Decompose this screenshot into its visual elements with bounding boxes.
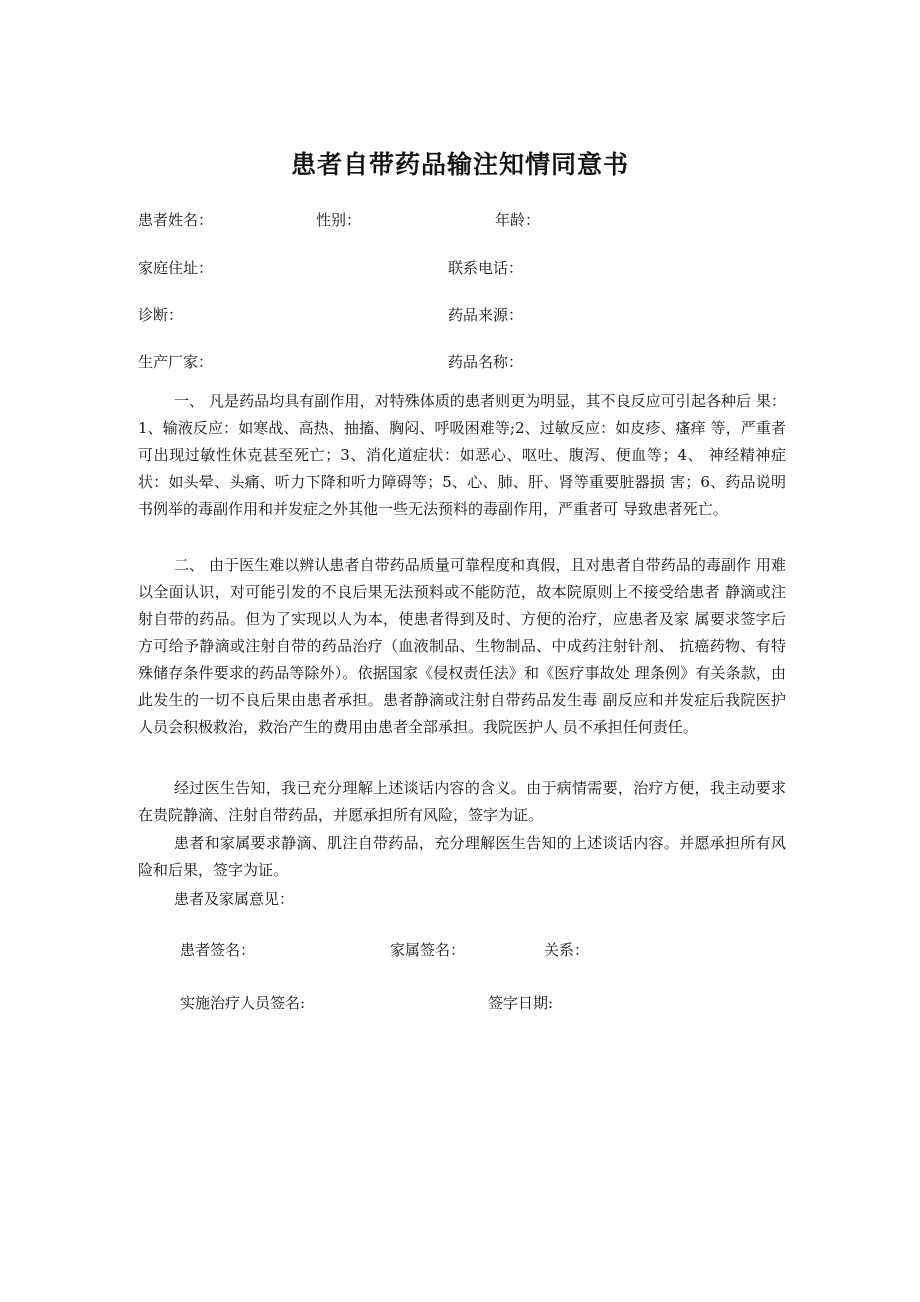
family-signature-label: 家属签名： <box>390 941 466 959</box>
patient-signature-label: 患者签名： <box>180 941 256 959</box>
address-label: 家庭住址： <box>138 259 214 277</box>
drug-source-label: 药品来源： <box>448 306 524 324</box>
sign-date-label: 签字日期: <box>488 994 554 1012</box>
relation-label: 关系： <box>544 941 590 959</box>
staff-signature-label: 实施治疗人员签名: <box>180 994 306 1012</box>
manufacturer-label: 生产厂家： <box>138 353 214 371</box>
age-label: 年龄： <box>495 211 541 229</box>
patient-name-label: 患者姓名： <box>138 211 214 229</box>
clause-two-paragraph: 二、 由于医生难以辨认患者自带药品质量可靠程度和真假，且对患者自带药品的毒副作 用难以全面认识，对可能引发的不良后果无法预料或不能防范，故本院原则上不接受给患者 静滴或注射自带的药品。但为了实现以人为本，使患者得到及时、方便的治疗，应患者及家 属要求签字后方可给予静滴或注射自带的药品治疗（血液制品、生物制品、中成药注射针剂、 抗癌药物、有特殊储存条件要求的药品等除外）。依据国家《侵权责任法》和《医疗事故处 理条例》有关条款，由此发生的一切不良后果由患者承担。患者静滴或注射自带药品发生毒 副反应和并发症后我院医护人员会积极救治，救治产生的费用由患者全部承担。我院医护人 员不承担任何责任。 <box>138 556 786 736</box>
family-request-paragraph: 患者和家属要求静滴、肌注自带药品，充分理解医生告知的上述谈话内容。并愿承担所有风险和后果，签字为证。 <box>138 834 786 879</box>
gender-label: 性别： <box>316 211 362 229</box>
clause-one-paragraph: 一、 凡是药品均具有副作用，对特殊体质的患者则更为明显，其不良反应可引起各种后 果：1、输液反应：如寒战、高热、抽搐、胸闷、呼吸困难等;2、过敏反应：如皮疹、瘙痒 等，严重者可出现过敏性休克甚至死亡；3、消化道症状：如恶心、呕吐、腹泻、便血等；4、 神经精神症状：如头晕、头痛、听力下降和听力障碍等；5、心、肺、肝、肾等重要脏器损 害；6、药品说明书例举的毒副作用和并发症之外其他一些无法预料的毒副作用，严重者可 导致患者死亡。 <box>138 392 786 518</box>
acknowledgement-paragraph: 经过医生告知，我已充分理解上述谈话内容的含义。由于病情需要，治疗方便，我主动要求在贵院静滴、注射自带药品，并愿承担所有风险，签字为证。 <box>138 779 786 824</box>
opinion-label: 患者及家属意见： <box>174 890 295 908</box>
drug-name-label: 药品名称： <box>448 353 524 371</box>
diagnosis-label: 诊断： <box>138 306 184 324</box>
document-title: 患者自带药品输注知情同意书 <box>290 150 629 179</box>
phone-label: 联系电话： <box>448 259 524 277</box>
